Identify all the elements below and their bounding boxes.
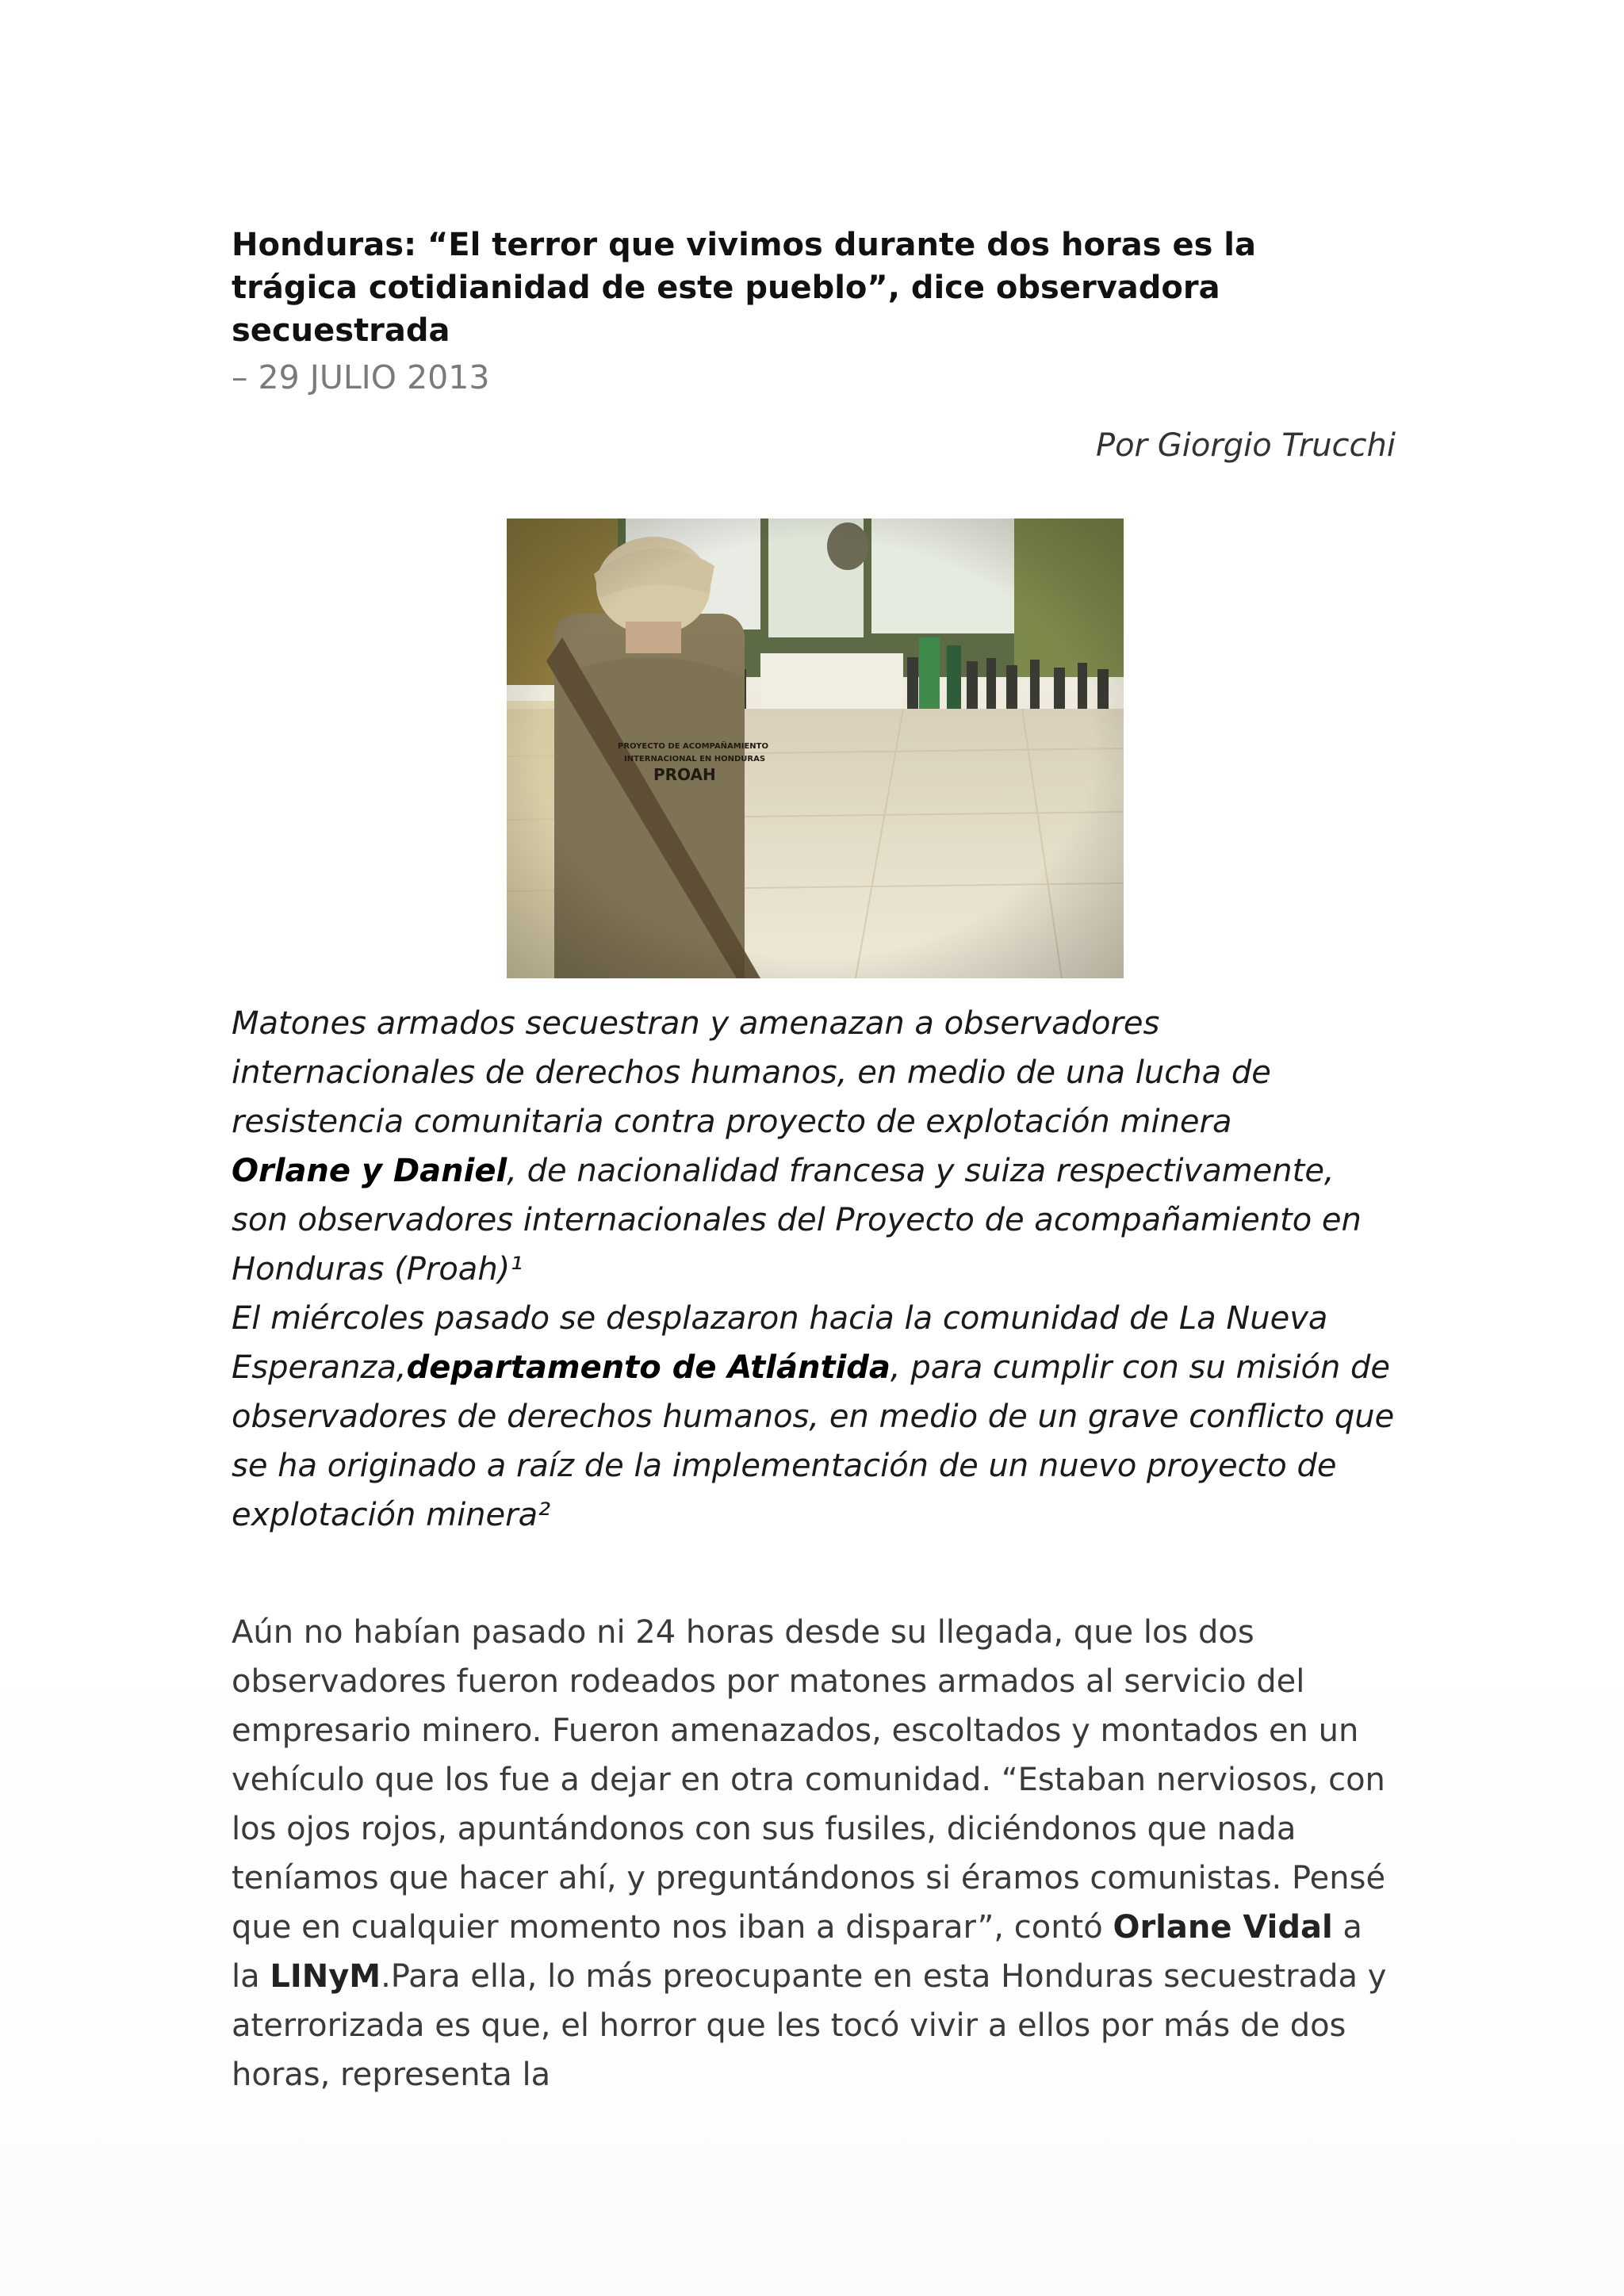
lead-department: departamento de Atlántida <box>406 1349 891 1386</box>
lead-line2: , de nacionalidad francesa y suiza respectivamente, son observadores internacionales del Proyecto de acompañamiento en Honduras (Proah)¹ <box>232 1153 1362 1288</box>
lead-names: Orlane y Daniel <box>232 1153 508 1189</box>
photo-illustration <box>507 519 1124 978</box>
article-author: Por Giorgio Trucchi <box>1095 427 1396 464</box>
article <box>232 224 1397 2099</box>
article-body-paragraph <box>232 1608 1397 2099</box>
body-org: LINyM <box>270 1958 381 1995</box>
body-part3: .Para ella, lo más preocupante en esta Honduras secuestrada y aterrorizada es que, el horror que les tocó vivir a ellos por más de dos horas, representa la <box>232 1958 1387 2093</box>
article-title: Honduras: “El terror que vivimos durante dos horas es la trágica cotidianidad de este pueblo”, dice observadora secuestrada <box>232 227 1257 349</box>
lead-line3-start: El miércoles pasado se desplazaron hacia la comunidad de La Nueva Esperanza, <box>232 1300 1328 1386</box>
body-part1: Aún no habían pasado ni 24 horas desde su llegada, que los dos observadores fueron rodeados por matones armados al servicio del empresario minero. Fueron amenazados, escoltados y montados en un vehículo que los fue a dejar en otra comunidad. “Estaban nerviosos, con los ojos rojos, apuntándonos con sus fusiles, diciéndonos que nada teníamos que hacer ahí, y preguntándonos si éramos comunistas. Pensé que en cualquier momento nos iban a disparar”, contó <box>232 1614 1386 1946</box>
lead-line1: Matones armados secuestran y amenazan a observadores internacionales de derechos humanos, en medio de una lucha de resistencia comunitaria contra proyecto de explotación minera <box>232 1005 1271 1140</box>
article-lead <box>232 999 1397 1540</box>
body-part2: a la <box>232 1909 1362 1995</box>
body-name: Orlane Vidal <box>1113 1909 1333 1946</box>
article-date: – 29 JULIO 2013 <box>232 358 490 396</box>
article-photo <box>507 519 1124 978</box>
lead-line3-end: , para cumplir con su misión de observadores de derechos humanos, en medio de un grave conflicto que se ha originado a raíz de la implementación de un nuevo proyecto de explotación minera² <box>232 1349 1395 1533</box>
